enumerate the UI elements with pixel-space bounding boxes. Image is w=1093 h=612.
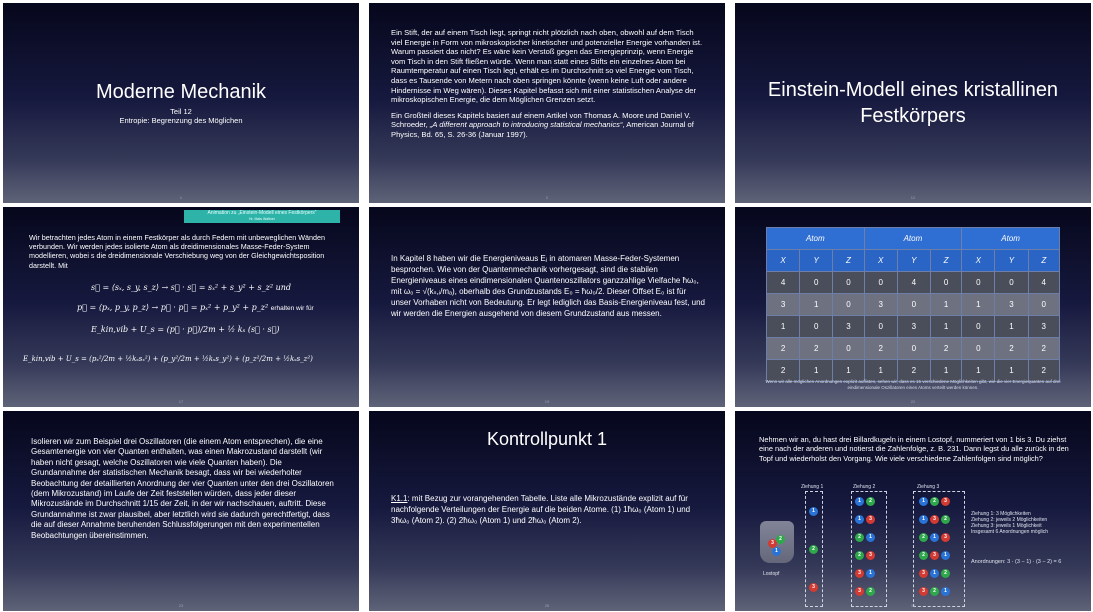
table-cell: 4 [767,272,800,294]
table-cell: 2 [767,360,800,382]
header-atom-3: Atom [962,228,1060,250]
page-number: 12 [910,195,916,200]
table-cell: 1 [930,316,961,338]
table-cell: 2 [930,338,961,360]
table-cell: 2 [995,338,1028,360]
table-cell: 0 [897,338,930,360]
table-cell: 1 [930,360,961,382]
ball-3: 3 [855,569,864,578]
table-row [767,338,1060,360]
page-number: 17 [178,399,184,404]
ball-1: 1 [941,587,950,596]
ball-3: 3 [919,587,928,596]
table-cell: 1 [995,316,1028,338]
ball-2: 2 [941,515,950,524]
paragraph: Ein Stift, der auf einem Tisch liegt, springt nicht plötzlich nach oben, obwohl auf dem Tisch viel Energie in Form von mikroskopischer kinetischer und potenzieller Energie vorhanden ist. Warum passiert das nicht? Es wäre kein Verstoß gegen das Energieprinzip, wenn Energie vom Tisch in den Stift fließen würde. Wenn man statt eines Stifts ein einzelnes Atom bei Raumtemperatur auf einen Tisch legt, erhält es im Durchschnitt so viel Energie vom Tisch, dass es Tausende von Metern nach oben springen könnte (wenn keine Luft oder andere Hindernisse im Weg wären). Dieses Kapitel befasst sich mit einer statistischen Analyse der mikroskopischen Energie, die dem Möglichen Grenzen setzt. [391,28,703,105]
arrangement-formula: Anordnungen: 3 · (3 − 1) · (3 − 2) = 6 [971,559,1062,565]
slide-title: Einstein-Modell eines kristallinen Festkörpers [767,79,1059,127]
note-4: Insgesamt 6 Anordnungen möglich [971,529,1048,535]
ball-3: 3 [941,533,950,542]
ball-3: 3 [930,551,939,560]
ball-3: 3 [919,569,928,578]
microstates-table [766,227,1060,382]
subheader-cell: Y [897,250,930,272]
table-cell: 1 [800,294,833,316]
ball-3: 3 [866,515,875,524]
table-cell: 0 [864,272,897,294]
ball-1: 1 [855,515,864,524]
ball-1: 1 [866,533,875,542]
table-cell: 1 [767,316,800,338]
table-cell: 0 [1028,294,1059,316]
table-cell: 0 [864,316,897,338]
note-1: Ziehung 1: 3 Möglichkeiten [971,511,1031,517]
ball-1: 1 [930,533,939,542]
table-cell: 0 [962,338,995,360]
citation-paragraph: Ein Großteil dieses Kapitels basiert auf einem Artikel von Thomas A. Moore und Daniel V. Schroeder, „A different approach to introducing statistical mechanics“, American Journal of Physics, Bd. 65, S. 26-36 (Januar 1997). [391,110,694,139]
table-cell: 1 [864,360,897,382]
ball-2: 2 [941,569,950,578]
ball-1: 1 [919,497,928,506]
header-atom-2: Atom [864,228,962,250]
table-cell: 0 [800,272,833,294]
pot-label: Lostopf [763,571,780,577]
slide-title: Kontrollpunkt 1 [486,429,608,449]
ball-2: 2 [809,545,818,554]
ball-2: 2 [930,587,939,596]
slide-2[interactable] [369,3,725,203]
table-cell: 3 [995,294,1028,316]
ball-2: 2 [855,533,864,542]
slide-6[interactable] [735,207,1091,407]
slide-5[interactable] [369,207,725,407]
ball-2: 2 [919,551,928,560]
table-cell: 1 [962,360,995,382]
ball-2: 2 [866,587,875,596]
slide-7[interactable] [3,411,359,611]
ball-2: 2 [776,535,785,544]
draw-label-2: Ziehung 2 [853,484,876,490]
table-cell: 0 [995,272,1028,294]
subheader-cell: Y [995,250,1028,272]
ball-1: 1 [919,515,928,524]
ball-3: 3 [941,497,950,506]
table-subheader-row [767,250,1060,272]
table-cell: 3 [897,316,930,338]
slide-title: Moderne Mechanik [95,81,267,103]
ball-2: 2 [866,497,875,506]
ball-2: 2 [919,533,928,542]
slide-text: Nehmen wir an, du hast drei Billardkugeln in einem Lostopf, nummeriert von 1 bis 3. Du ziehst eine nach der anderen und notierst die Zahlenfolge, z. B. 231. Dann legst du alle zurück in den Topf und wiederholst den Vorgang. Wie viele verschiedene Zahlenfolgen sind möglich? [759,435,1069,463]
note-3: Ziehung 3: jeweils 1 Möglichkeit [971,523,1042,529]
ball-1: 1 [809,507,818,516]
subheader-cell: X [962,250,995,272]
page-number: 22 [910,399,916,404]
table-cell: 2 [1028,338,1059,360]
table-cell: 3 [1028,316,1059,338]
table-cell: 2 [1028,360,1059,382]
ball-1: 1 [866,569,875,578]
table-cell: 0 [833,338,864,360]
checkpoint-text: : mit Bezug zur vorangehenden Tabelle. Liste alle Mikrozustände explizit auf für nachfolgende Verteilungen der Energie auf die beiden Atome. (1) 1ħω₀ (Atom 1) und 3ħω₀ (Atom 2). (2) 2ħω₀ (Atom 1) und 2ħω₀ (Atom 2). [391,494,691,525]
table-cell: 2 [800,338,833,360]
ball-1: 1 [855,497,864,506]
ball-2: 2 [855,551,864,560]
ball-3: 3 [855,587,864,596]
subheader-cell: Z [930,250,961,272]
table-cell: 4 [1028,272,1059,294]
table-cell: 3 [833,316,864,338]
note-2: Ziehung 2: jeweils 2 Möglichkeiten [971,517,1048,523]
table-cell: 0 [833,294,864,316]
table-caption: Wenn wir alle möglichen Anordnungen explizit auflisten, sehen wir, dass es 15 verschiedene Möglichkeiten gibt, wie die vier Energiequanten auf drei eindimensionale Oszillatoren eines Atoms verteilt werden können. [765,379,1061,390]
table-cell: 0 [833,272,864,294]
slide-text: Isolieren wir zum Beispiel drei Oszillatoren (die einem Atom entsprechen), die eine Gesamtenergie von vier Quanten enthalten, was einen Makrozustand darstellt (wir haben nicht gesagt, welche Oszillatoren wie viele Quanten haben). Die Grundannahme der statistischen Mechanik besagt, dass wir bei wiederholter Beobachtung der detaillierten Anordnung der vier Quanten unter den drei Oszillatoren (dem Mikrozustand) im Laufe der Zeit feststellen würden, dass jeder dieser Mikrozustände im Durchschnitt 1/15 der Zeit, in der wir nachschauen, auftritt. Diese Grundannahme ist zwar plausibel, aber letztlich wird sie dadurch gerechtfertigt, dass die auf dieser Annahme beruhenden Schlussfolgerungen mit den experimentellen Beobachtungen übereinstimmen. [31,437,334,540]
table-cell: 0 [930,272,961,294]
slide-9[interactable] [735,411,1091,611]
slide-text: Wir betrachten jedes Atom in einem Festkörper als durch Federn mit unbeweglichen Wänden verbunden. Wir werden jedes isolierte Atom als dreidimensionales Masse-Feder-System modellieren, wobei s die dreidimensionale Verschiebung weg von der Gleichgewichtsposition darstellt. Mit [29,233,326,270]
subheader-cell: Z [1028,250,1059,272]
table-cell: 1 [800,360,833,382]
equation-p: p⃗ = ⟨pₓ, p_y, p_z⟩ → p⃗ · p⃗ = pₓ² + p_y² + p_z² erhalten wir für [77,303,314,312]
equation-s: s⃗ = ⟨sₓ, s_y, s_z⟩ → s⃗ · s⃗ = sₓ² + s_y² + s_z² und [91,283,292,292]
equation-energy-expanded: E_kin,vib + U_s = (pₓ²/2m + ½kₛsₓ²) + (p_y²/2m + ½kₛs_y²) + (p_z²/2m + ½kₛs_z²) [23,355,313,363]
page-number: 1 [179,195,183,200]
slide-1[interactable] [3,3,359,203]
table-cell: 0 [962,316,995,338]
ball-3: 3 [809,583,818,592]
ball-1: 1 [941,551,950,560]
slide-text: In Kapitel 8 haben wir die Energieniveaus Eⱼ in atomaren Masse-Feder-Systemen besprochen. Wie von der Quantenmechanik vorhergesagt, sind die stabilen Energieniveaus eines eindimensionalen Quantenoszillators ganzzahlige Vielfache ħω₀, mit ω₀ = √(kₛ,ᵢ/mₐ), oberhalb des Grundzustands E₀ = ħω₀/2. Dieser Offset E₀ ist für unser Vorhaben nicht von Bedeutung. Er legt lediglich das Basis-Energieniveau fest, und wir werden die Energien ausgehend von diesem Grundzustand aus messen. [391,254,705,318]
ball-2: 2 [930,497,939,506]
subheader-cell: Y [800,250,833,272]
table-cell: 1 [962,294,995,316]
draw-label-1: Ziehung 1 [801,484,824,490]
slide-part: Teil 12 [170,107,192,116]
table-cell: 3 [864,294,897,316]
slide-8[interactable] [369,411,725,611]
page-number: 2 [545,195,549,200]
slide-subtitle: Entropie: Begrenzung des Möglichen [119,116,243,125]
draw-label-3: Ziehung 3 [917,484,940,490]
equation-energy: E_kin,vib + U_s = (p⃗ · p⃗)/2m + ½ kₛ (s⃗ · s⃗) [91,325,280,334]
article-title: „A different approach to introducing statistical mechanics“ [429,120,623,130]
ball-1: 1 [930,569,939,578]
header-atom-1: Atom [767,228,865,250]
table-header-row [767,228,1060,250]
page-number: 19 [544,399,550,404]
page-number: 26 [544,603,550,608]
table-cell: 0 [962,272,995,294]
animation-link[interactable]: Animation zu „Einstein-Modell eines Festkörpers“ Hr. Mats Waltner [184,210,340,223]
ball-1: 1 [772,547,781,556]
page-number: 32 [910,603,916,608]
slide-3[interactable] [735,3,1091,203]
table-cell: 1 [930,294,961,316]
table-cell: 0 [800,316,833,338]
ball-3: 3 [866,551,875,560]
table-cell: 4 [897,272,930,294]
table-row [767,272,1060,294]
table-cell: 2 [897,360,930,382]
subheader-cell: Z [833,250,864,272]
table-row [767,294,1060,316]
table-cell: 2 [864,338,897,360]
table-cell: 1 [833,360,864,382]
table-row [767,316,1060,338]
table-cell: 1 [995,360,1028,382]
table-cell: 2 [767,338,800,360]
checkpoint-label: K1.1 [391,494,408,503]
slide-4[interactable] [3,207,359,407]
subheader-cell: X [864,250,897,272]
ball-3: 3 [768,539,777,548]
table-cell: 3 [767,294,800,316]
subheader-cell: X [767,250,800,272]
table-cell: 0 [897,294,930,316]
page-number: 23 [178,603,184,608]
ball-3: 3 [930,515,939,524]
